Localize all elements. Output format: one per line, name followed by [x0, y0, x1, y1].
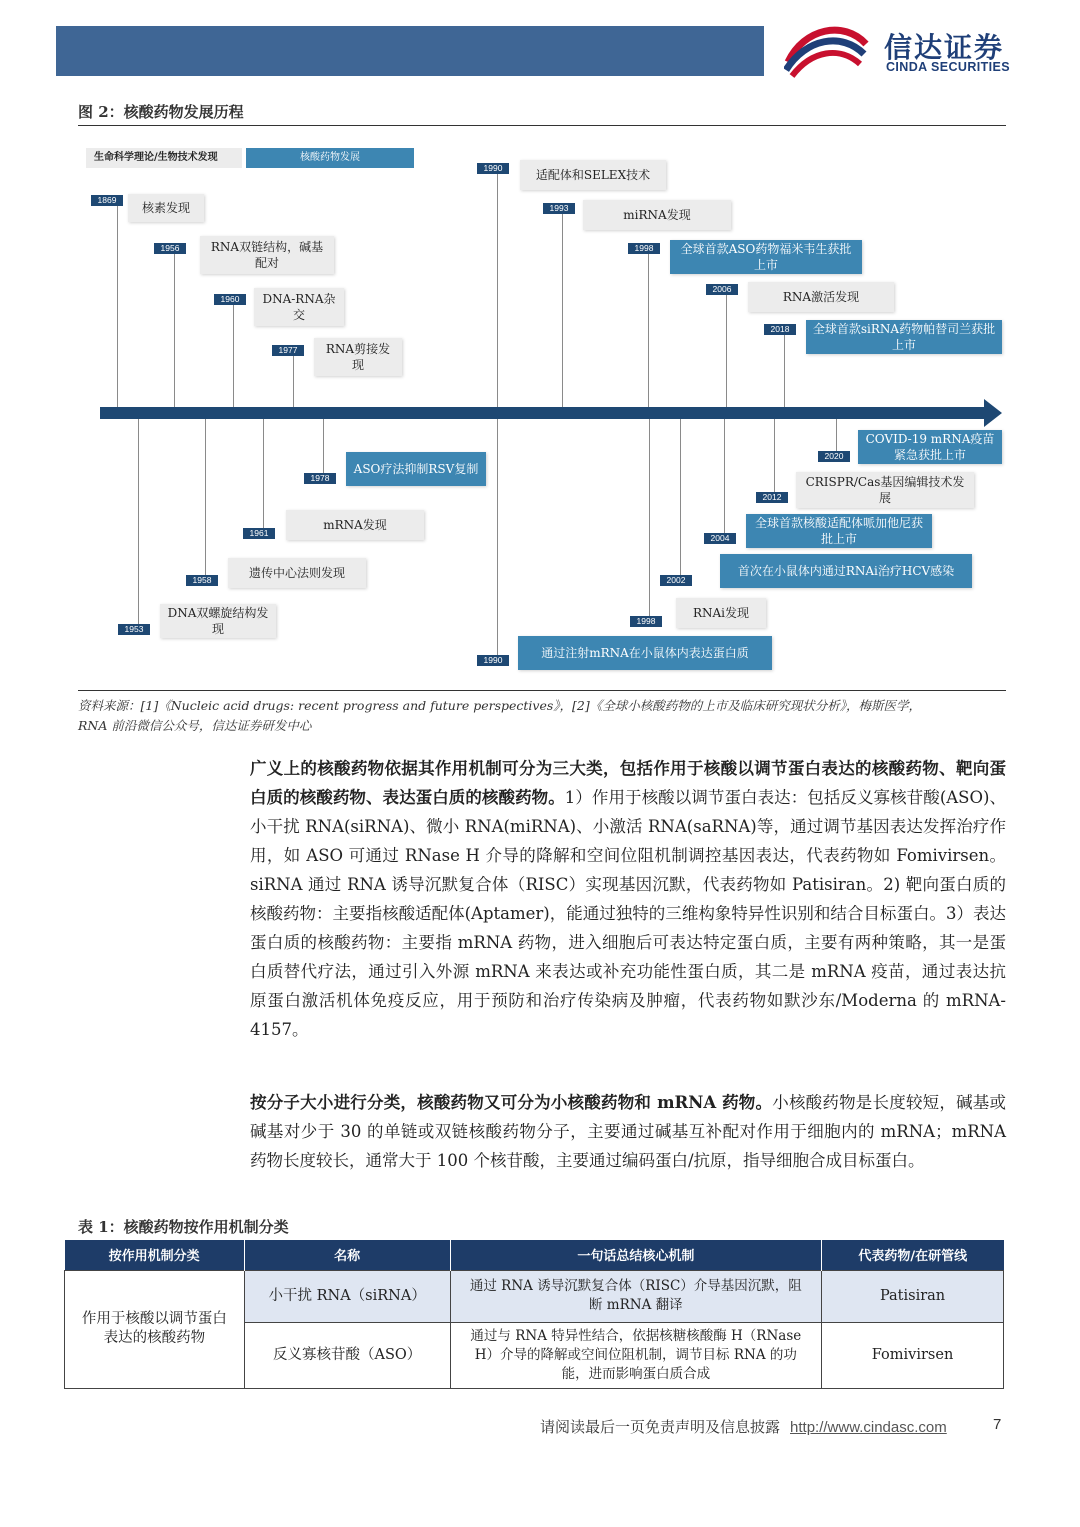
event-label: RNA双链结构，碱基配对 — [200, 236, 334, 274]
timeline-chart — [78, 130, 1006, 686]
event-label: CRISPR/Cas基因编辑技术发展 — [796, 472, 974, 508]
connector-1961 — [263, 419, 264, 533]
year-tag: 1869 — [91, 195, 123, 206]
paragraph-text: 1）作用于核酸以调节蛋白表达：包括反义寡核苷酸(ASO)、小干扰 RNA(siRNA)、微小 RNA(miRNA)、小激活 RNA(saRNA)等，通过调节基因表达发挥治疗作用，如 ASO 可通过 RNase H 介导的降解和空间位阻机制调控基因表达，代表药物如 Fomivirsen。siRNA 通过 RNA 诱导沉默复合体（RISC）实现基因沉默，代表药物如 Patisiran。2) 靶向蛋白质的核酸药物：主要指核酸适配体(Aptamer)，能通过独特的三维构象特异性识别和结合目标蛋白。3）表达蛋白质的核酸药物：主要指 mRNA 药物，进入细胞后可表达特定蛋白质，主要有两种策略，其一是蛋白质替代疗法，通过引入外源 mRNA 来表达或补充功能性蛋白质，其二是 mRNA 疫苗，通过表达抗原蛋白激活机体免疫反应，用于预防和治疗传染病及肿瘤，代表药物如默沙东/Moderna 的 mRNA-4157。 — [250, 788, 1007, 1039]
table-title: 表 1：核酸药物按作用机制分类 — [78, 1218, 289, 1236]
year-tag: 1993 — [543, 203, 575, 214]
figure-title: 图 2：核酸药物发展历程 — [78, 103, 244, 121]
legend-drug: 核酸药物发展 — [246, 148, 414, 168]
connector-2002 — [680, 419, 681, 581]
event-label: RNAi发现 — [676, 598, 766, 628]
connector-2006 — [726, 293, 727, 408]
connector-2020 — [836, 419, 837, 454]
year-tag: 1956 — [154, 243, 186, 254]
connector-1998-top — [648, 252, 649, 408]
event-label: RNA激活发现 — [748, 282, 894, 312]
figure-source — [78, 696, 1006, 736]
table-drug-cell: Patisiran — [822, 1270, 1004, 1322]
event-label: DNA-RNA杂交 — [254, 288, 344, 326]
mechanism-table — [64, 1240, 1004, 1389]
connector-1953 — [138, 419, 139, 627]
year-tag: 2012 — [756, 492, 788, 503]
table-header-cell: 一句话总结核心机制 — [450, 1240, 822, 1270]
event-label: mRNA发现 — [286, 510, 424, 540]
year-tag: 1958 — [186, 575, 218, 586]
table-mechanism-cell: 通过 RNA 诱导沉默复合体（RISC）介导基因沉默，阻断 mRNA 翻译 — [450, 1270, 822, 1322]
event-label: 适配体和SELEX技术 — [520, 160, 666, 190]
cinda-logo — [784, 22, 1044, 80]
table-header-cell: 代表药物/在研管线 — [822, 1240, 1004, 1270]
cinda-logo-icon — [784, 22, 870, 80]
event-label: ASO疗法抑制RSV复制 — [346, 452, 486, 486]
legend-science: 生命科学理论/生物技术发现 — [86, 148, 242, 168]
table-name-cell: 小干扰 RNA（siRNA） — [244, 1270, 450, 1322]
table-row — [65, 1270, 1004, 1322]
header-bar — [56, 26, 764, 76]
event-label: miRNA发现 — [583, 200, 731, 230]
table-header-cell: 名称 — [244, 1240, 450, 1270]
connector-1978 — [323, 419, 324, 477]
year-tag: 1990 — [477, 655, 509, 666]
year-tag: 1990 — [477, 163, 509, 174]
table-header-cell: 按作用机制分类 — [65, 1240, 245, 1270]
paragraph-mechanism — [250, 754, 1006, 1044]
year-tag: 1977 — [272, 345, 304, 356]
connector-1977 — [293, 354, 294, 408]
connector-2018 — [784, 333, 785, 408]
figure-bottom-rule — [78, 690, 1006, 691]
source-line-2: RNA 前沿微信公众号，信达证券研发中心 — [78, 718, 312, 733]
event-label: 全球首款ASO药物福米韦生获批上市 — [670, 240, 862, 274]
event-label: 通过注射mRNA在小鼠体内表达蛋白质 — [518, 636, 772, 670]
paragraph-lead: 广义上的核酸药物依据其作用机制可分为三大类，包括作用于核酸以调节蛋白表达的核酸药物、靶向蛋白质的核酸药物、表达蛋白质的核酸药物。 — [250, 759, 1006, 807]
table-mechanism-cell: 通过与 RNA 特异性结合，依据核糖核酸酶 H（RNase H）介导的降解或空间位阻机制，调节目标 RNA 的功能，进而影响蛋白质合成 — [450, 1322, 822, 1388]
paragraph-text: 小核酸药物是长度较短，碱基或碱基对少于 30 的单链或双链核酸药物分子，主要通过碱基互补配对作用于细胞内的 mRNA；mRNA 药物长度较长，通常大于 100 个核苷酸，主要通过编码蛋白/抗原，指导细胞合成目标蛋白。 — [250, 1093, 1007, 1170]
event-label: COVID-19 mRNA疫苗紧急获批上市 — [858, 430, 1002, 464]
year-tag: 1978 — [304, 473, 336, 484]
figure-top-rule — [78, 125, 1006, 126]
paragraph-size — [250, 1088, 1006, 1175]
event-label: 遗传中心法则发现 — [228, 558, 366, 588]
timeline-axis — [100, 407, 990, 419]
page-number: 7 — [993, 1416, 1002, 1433]
event-label: 全球首款siRNA药物帕替司兰获批上市 — [806, 320, 1002, 354]
connector-1990-bottom — [497, 419, 498, 657]
year-tag: 1961 — [243, 528, 275, 539]
table-group-cell: 作用于核酸以调节蛋白表达的核酸药物 — [65, 1270, 245, 1388]
year-tag: 2002 — [660, 575, 692, 586]
website-link[interactable]: http://www.cindasc.com — [790, 1419, 947, 1436]
year-tag: 2006 — [706, 284, 738, 295]
year-tag: 1960 — [214, 294, 246, 305]
connector-2004 — [724, 419, 725, 537]
connector-1998-bottom — [649, 419, 650, 616]
source-line-1: 资料来源：[1]《Nucleic acid drugs: recent progress and future perspectives》，[2]《全球小核酸药物的上市及临床研究现状分析》，梅斯医学， — [78, 698, 921, 713]
disclaimer-text: 请阅读最后一页免责声明及信息披露 — [540, 1418, 781, 1436]
event-label: 核素发现 — [128, 194, 204, 222]
connector-1993 — [562, 212, 563, 408]
year-tag: 2004 — [704, 533, 736, 544]
year-tag: 1998 — [628, 243, 660, 254]
paragraph-lead: 按分子大小进行分类，核酸药物又可分为小核酸药物和 mRNA 药物。 — [250, 1093, 773, 1112]
table-name-cell: 反义寡核苷酸（ASO） — [244, 1322, 450, 1388]
footer-disclaimer — [540, 1416, 947, 1437]
event-label: 全球首款核酸适配体哌加他尼获批上市 — [746, 514, 932, 548]
logo-text-cn: 信达证券 — [884, 31, 1005, 64]
event-label: DNA双螺旋结构发现 — [160, 604, 276, 638]
table-drug-cell: Fomivirsen — [822, 1322, 1004, 1388]
timeline-arrow-icon — [984, 399, 1002, 427]
year-tag: 1953 — [118, 624, 150, 635]
connector-1960 — [233, 303, 234, 408]
connector-1869 — [117, 203, 118, 408]
connector-1990-top — [497, 172, 498, 408]
year-tag: 2018 — [764, 324, 796, 335]
event-label: 首次在小鼠体内通过RNAi治疗HCV感染 — [720, 554, 972, 588]
connector-1956 — [174, 252, 175, 408]
table-header-row — [65, 1240, 1004, 1270]
event-label: RNA剪接发现 — [314, 338, 402, 376]
connector-1958 — [205, 419, 206, 579]
connector-2012 — [774, 419, 775, 497]
year-tag: 2020 — [818, 451, 850, 462]
logo-text-en: CINDA SECURITIES — [886, 60, 1011, 74]
year-tag: 1998 — [630, 616, 662, 627]
